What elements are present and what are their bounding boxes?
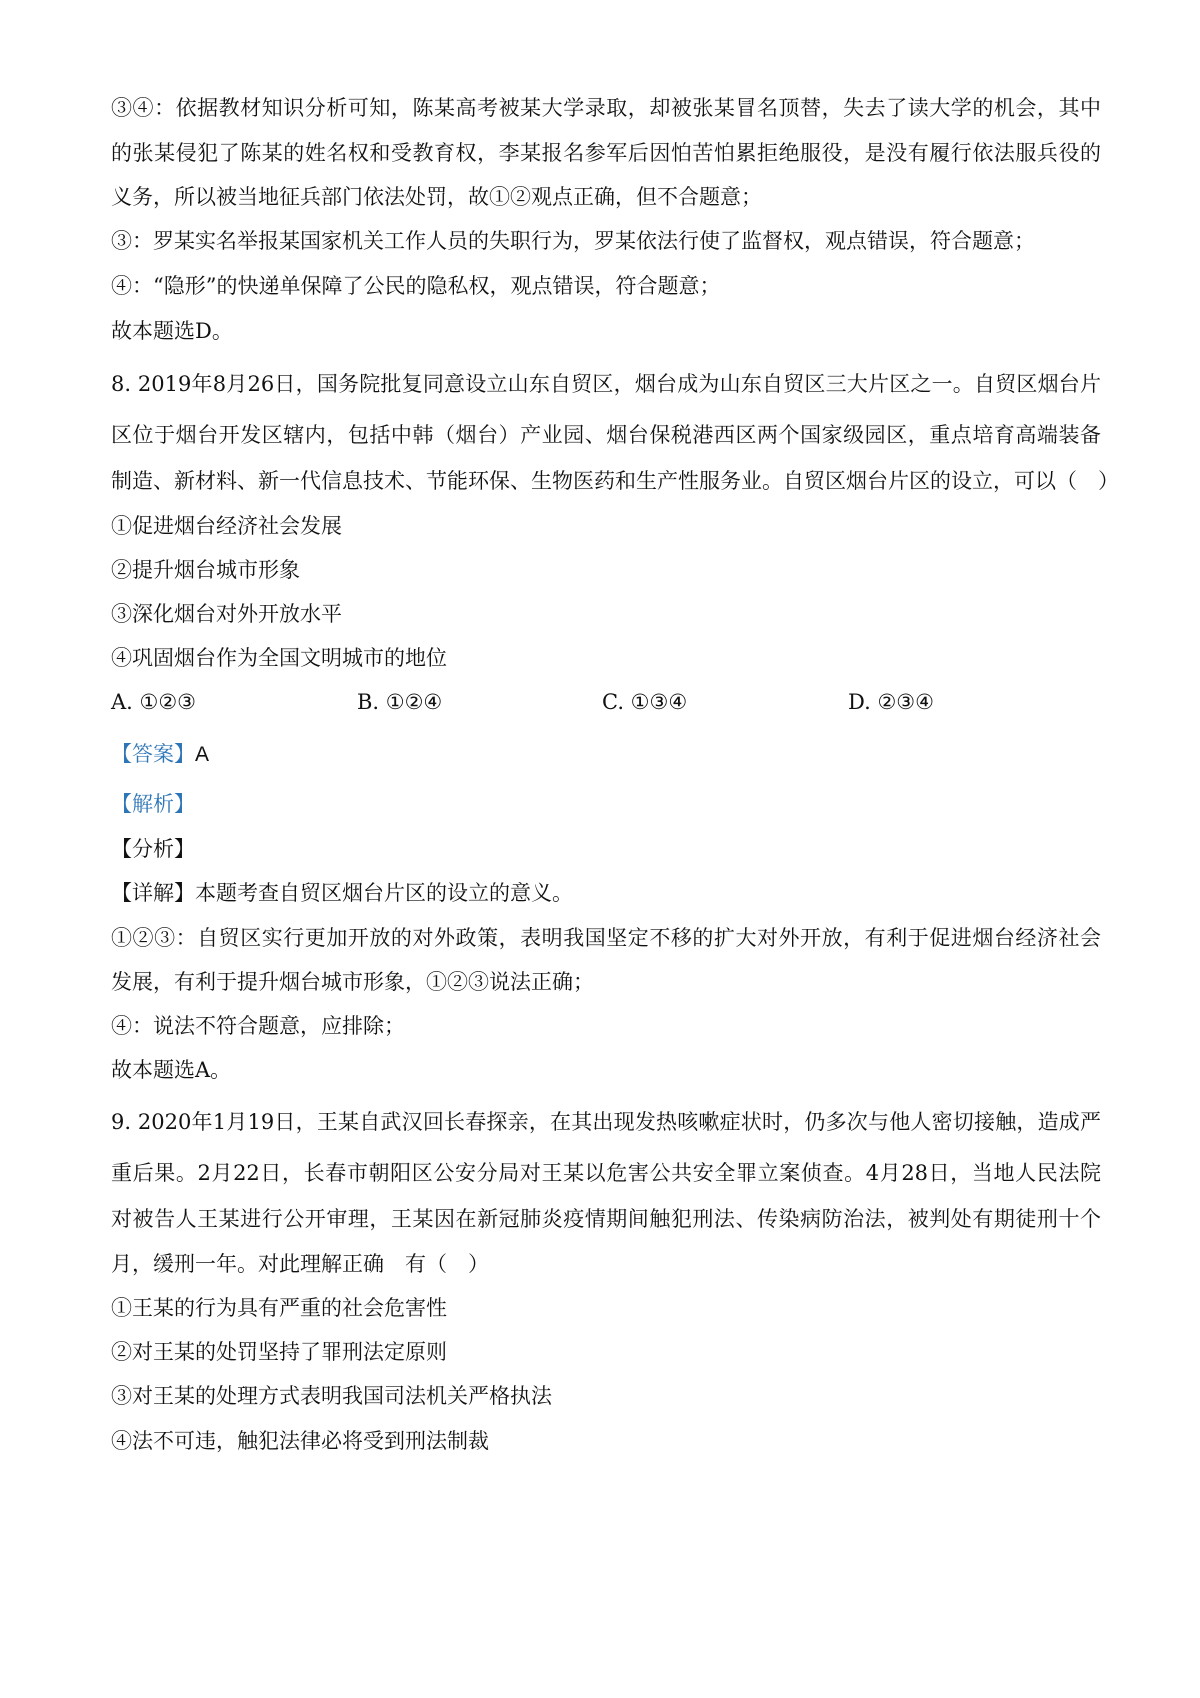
xiangjie-label: 【详解】: [111, 881, 195, 905]
q8-statement-3: ③深化烟台对外开放水平: [111, 602, 342, 626]
q8-explain-line-1: ①②③：自贸区实行更加开放的对外政策，表明我国坚定不移的扩大对外开放，有利于促进烟台经济社会: [111, 926, 1101, 950]
q8-stem-line-1: 8. 2019年8月26日，国务院批复同意设立山东自贸区，烟台成为山东自贸区三大片区之一。自贸区烟台片: [111, 372, 1101, 396]
q7-statement-4-analysis: ④：“隐形”的快递单保障了公民的隐私权，观点错误，符合题意；: [111, 274, 721, 298]
q8-jiexi-label: 【解析】: [111, 792, 195, 816]
q9-stem-line-1: 9. 2020年1月19日，王某自武汉回长春探亲，在其出现发热咳嗽症状时，仍多次与他人密切接触，造成严: [111, 1110, 1101, 1134]
q8-answer: [111, 740, 1101, 769]
q8-explain-line-2: 发展，有利于提升烟台城市形象，①②③说法正确；: [111, 970, 594, 994]
q9-statement-4: ④法不可违，触犯法律必将受到刑法制裁: [111, 1429, 489, 1453]
q8-xiangjie: [111, 879, 1101, 907]
q8-option-d: D. ②③④: [848, 690, 934, 714]
q8-option-b: B. ①②④: [357, 690, 443, 714]
q8-explain-statement-4: ④：说法不符合题意，应排除；: [111, 1014, 405, 1038]
q8-option-c: C. ①③④: [602, 690, 688, 714]
q8-stem-line-2: 区位于烟台开发区辖内，包括中韩（烟台）产业园、烟台保税港西区两个国家级园区，重点培育高端装备: [111, 423, 1101, 447]
q9-stem-line-3: 对被告人王某进行公开审理，王某因在新冠肺炎疫情期间触犯刑法、传染病防治法，被判处有期徒刑十个: [111, 1207, 1101, 1231]
answer-label: 【答案】: [111, 742, 195, 766]
q9-stem-line-2: 重后果。2月22日，长春市朝阳区公安分局对王某以危害公共安全罪立案侦查。4月28日，当地人民法院: [111, 1161, 1101, 1185]
q8-statement-1: ①促进烟台经济社会发展: [111, 514, 342, 538]
q7-analysis-line-3: 义务，所以被当地征兵部门依法处罚，故①②观点正确，但不合题意；: [111, 185, 762, 209]
q8-statement-4: ④巩固烟台作为全国文明城市的地位: [111, 646, 447, 670]
q9-stem-line-4: 月，缓刑一年。对此理解正确 有（ ）: [111, 1252, 489, 1276]
q9-statement-2: ②对王某的处罚坚持了罪刑法定原则: [111, 1340, 447, 1364]
q8-conclusion: 故本题选A。: [111, 1058, 232, 1082]
q8-stem-line-3: 制造、新材料、新一代信息技术、节能环保、生物医药和生产性服务业。自贸区烟台片区的设立，可以（ ）: [111, 469, 1119, 493]
q8-fenxi-label: 【分析】: [111, 837, 195, 861]
q8-option-a: A. ①②③: [111, 690, 196, 714]
q9-statement-1: ①王某的行为具有严重的社会危害性: [111, 1296, 447, 1320]
q8-statement-2: ②提升烟台城市形象: [111, 558, 300, 582]
q7-analysis-line-1: ③④：依据教材知识分析可知，陈某高考被某大学录取，却被张某冒名顶替，失去了读大学的机会，其中: [111, 96, 1101, 120]
answer-value: A: [195, 743, 210, 766]
q7-conclusion: 故本题选D。: [111, 319, 233, 343]
q7-statement-3-analysis: ③：罗某实名举报某国家机关工作人员的失职行为，罗某依法行使了监督权，观点错误，符合题意；: [111, 229, 1035, 253]
xiangjie-text: 本题考查自贸区烟台片区的设立的意义。: [195, 881, 573, 905]
q9-statement-3: ③对王某的处理方式表明我国司法机关严格执法: [111, 1384, 552, 1408]
q7-analysis-line-2: 的张某侵犯了陈某的姓名权和受教育权，李某报名参军后因怕苦怕累拒绝服役，是没有履行依法服兵役的: [111, 141, 1101, 165]
